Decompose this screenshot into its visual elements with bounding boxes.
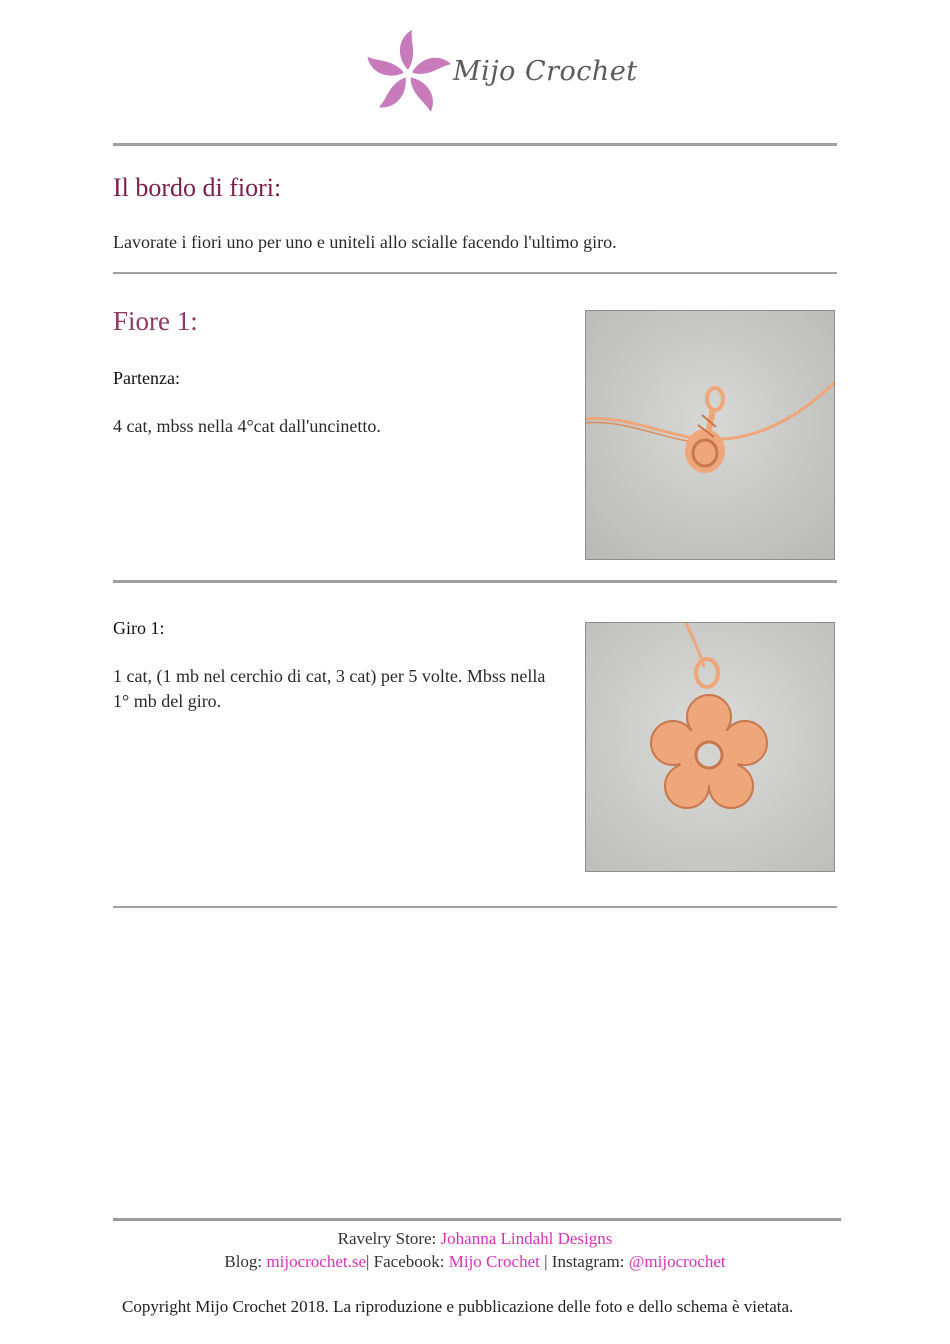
step-text-partenza: 4 cat, mbss nella 4°cat dall'uncinetto. bbox=[113, 416, 381, 436]
blog-link[interactable]: mijocrochet.se bbox=[266, 1252, 367, 1271]
intro-text: Lavorate i fiori uno per uno e uniteli allo scialle facendo l'ultimo giro. bbox=[113, 232, 617, 252]
footer-divider bbox=[113, 1218, 841, 1221]
step-label-partenza: Partenza: bbox=[113, 368, 180, 388]
instagram-label: | Instagram: bbox=[544, 1252, 625, 1271]
step-label-giro-1: Giro 1: bbox=[113, 618, 165, 638]
section-title: Fiore 1: bbox=[113, 306, 198, 336]
page-title: Il bordo di fiori: bbox=[113, 173, 282, 202]
photo-giro-1 bbox=[585, 622, 835, 872]
ravelry-store-link[interactable]: Johanna Lindahl Designs bbox=[440, 1229, 613, 1248]
ravelry-label: Ravelry Store: bbox=[337, 1229, 437, 1248]
photo-partenza bbox=[585, 310, 835, 560]
facebook-label: | Facebook: bbox=[366, 1252, 445, 1271]
facebook-link[interactable]: Mijo Crochet bbox=[448, 1252, 540, 1271]
copyright-notice: Copyright Mijo Crochet 2018. La riproduzione e pubblicazione delle foto e dello schema è vietata. bbox=[122, 1297, 794, 1316]
section-end-divider bbox=[113, 906, 837, 908]
step-text-giro-1: 1 cat, (1 mb nel cerchio di cat, 3 cat) per 5 volte. Mbss nella 1° mb del giro. bbox=[113, 666, 546, 711]
flower-logo-icon bbox=[360, 18, 460, 133]
blog-label: Blog: bbox=[224, 1252, 263, 1271]
footer-ravelry-line bbox=[0, 1229, 950, 1249]
step-divider bbox=[113, 580, 837, 583]
header-divider bbox=[113, 143, 837, 146]
footer-social-line bbox=[0, 1252, 950, 1272]
instagram-link[interactable]: @mijocrochet bbox=[628, 1252, 726, 1271]
intro-divider bbox=[113, 272, 837, 274]
logo-text: Mijo Crochet bbox=[453, 56, 638, 87]
brand-logo bbox=[360, 18, 638, 133]
